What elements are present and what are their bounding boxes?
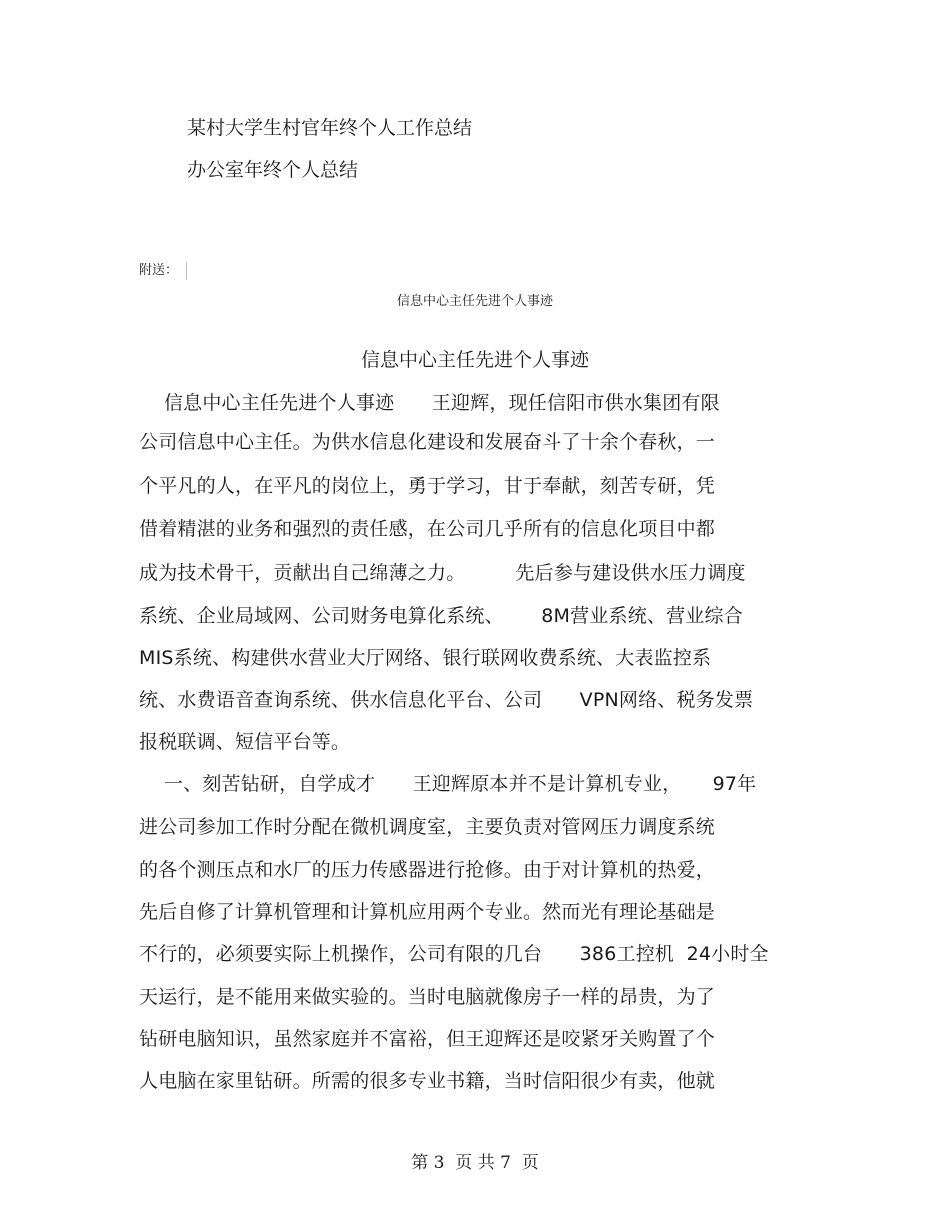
- body-line: 系统、企业局域网、公司财务电算化系统、 8M营业系统、营业综合: [139, 605, 743, 627]
- body-line: 报税联调、短信平台等。: [139, 731, 351, 753]
- body-line: 人电脑在家里钻研。所需的很多专业书籍，当时信阳很少有卖，他就: [139, 1070, 716, 1092]
- attachment-divider: [186, 262, 187, 280]
- body-line: 公司信息中心主任。为供水信息化建设和发展奋斗了十余个春秋，一: [139, 431, 716, 453]
- body-line: 的各个测压点和水厂的压力传感器进行抢修。由于对计算机的热爱，: [139, 859, 716, 881]
- small-title: 信息中心主任先进个人事迹: [396, 294, 553, 309]
- body-line: 成为技术骨干，贡献出自己绵薄之力。 先后参与建设供水压力调度: [139, 562, 746, 584]
- body-line: 一、刻苦钻研，自学成才 王迎辉原本并不是计算机专业， 97年: [139, 773, 757, 795]
- attachment-label: 附送：: [139, 263, 179, 278]
- body-line: MIS系统、构建供水营业大厅网络、银行联网收费系统、大表监控系: [139, 647, 712, 669]
- body-line: 先后自修了计算机管理和计算机应用两个专业。然而光有理论基础是: [139, 901, 716, 923]
- body-line: 统、水费语音查询系统、供水信息化平台、公司 VPN网络、税务发票: [139, 689, 754, 711]
- body-line: 不行的，必须要实际上机操作，公司有限的几台 386工控机 24小时全: [139, 943, 769, 965]
- page-footer: 第 3 页 共 7 页: [411, 1153, 539, 1173]
- body-line: 个平凡的人，在平凡的岗位上，勇于学习，甘于奉献，刻苦专研，凭: [139, 475, 716, 497]
- body-line: 信息中心主任先进个人事迹 王迎辉，现任信阳市供水集团有限: [139, 392, 720, 414]
- body-line: 借着精湛的业务和强烈的责任感，在公司几乎所有的信息化项目中都: [139, 518, 716, 540]
- page-title: 信息中心主任先进个人事迹: [360, 349, 589, 371]
- related-link-2[interactable]: 办公室年终个人总结: [187, 159, 359, 181]
- related-link-1[interactable]: 某村大学生村官年终个人工作总结: [187, 117, 473, 139]
- body-line: 钻研电脑知识，虽然家庭并不富裕，但王迎辉还是咬紧牙关购置了个: [139, 1028, 716, 1050]
- body-line: 进公司参加工作时分配在微机调度室，主要负责对管网压力调度系统: [139, 816, 716, 838]
- body-line: 天运行，是不能用来做实验的。当时电脑就像房子一样的昂贵，为了: [139, 986, 716, 1008]
